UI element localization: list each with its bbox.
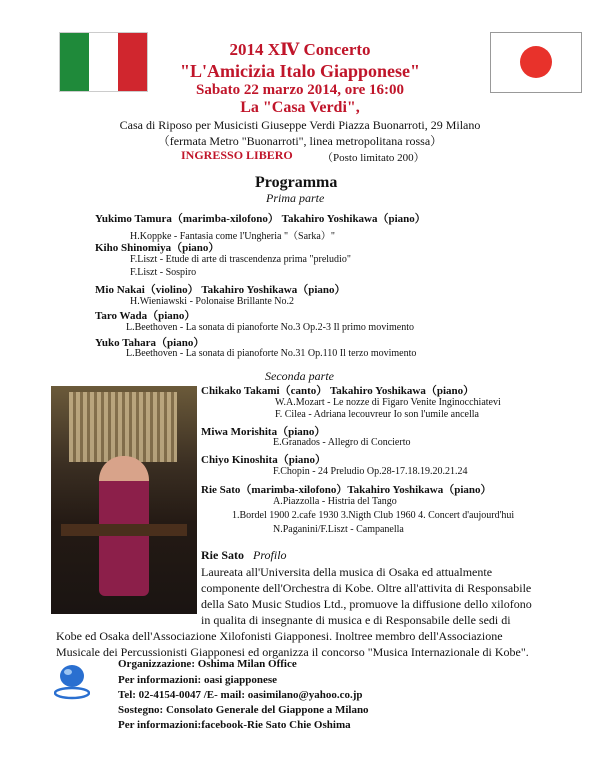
venue-name: La "Casa Verdi",: [240, 99, 360, 116]
piece: H.Wieniawski - Polonaise Brillante No.2: [130, 296, 295, 307]
facebook-line: Per informazioni:facebook-Rie Sato Chie Oshima: [118, 719, 351, 731]
piece: L.Beethoven - La sonata di pianoforte No.31 Op.110 Il terzo movimento: [126, 348, 417, 359]
organizer: Organizzazione: Oshima Milan Office: [118, 658, 297, 670]
venue-metro: （fermata Metro "Buonarroti", linea metropolitana rossa）: [157, 134, 443, 148]
piece: L.Beethoven - La sonata di pianoforte No.3 Op.2-3 Il primo movimento: [126, 322, 414, 333]
concert-title: 2014 XⅣ Concerto: [229, 40, 371, 59]
first-part-label: Prima parte: [266, 191, 325, 205]
performers: Mio Nakai（violino） Takahiro Yoshikawa（piano）: [95, 284, 346, 296]
piece: W.A.Mozart - Le nozze di Figaro Venite Inginocchiatevi: [275, 397, 501, 408]
performer-photo: [51, 386, 197, 614]
concert-subtitle: "L'Amicizia Italo Giapponese": [180, 61, 420, 81]
entry-info: INGRESSO LIBERO: [181, 148, 293, 162]
piece: H.Koppke - Fantasia come l'Ungheria "（Sarka）": [130, 231, 335, 242]
venue-address: Casa di Riposo per Musicisti Giuseppe Verdi Piazza Buonarroti, 29 Milano: [119, 118, 481, 132]
seats-info: （Posto limitato 200）: [322, 152, 425, 164]
piece: F.Liszt - Etude di arte di trascendenza prima "preludio": [130, 254, 351, 265]
organ-pipes: [69, 392, 177, 462]
performers: Yukimo Tamura（marimba-xilofono） Takahiro Yoshikawa（piano）: [95, 213, 426, 225]
piece: E.Granados - Allegro di Concierto: [273, 437, 411, 448]
bio-line: componente dell'Orchestra di Kobe. Oltre all'attivita di Responsabile: [201, 581, 532, 595]
piece: 1.Bordel 1900 2.cafe 1930 3.Nigth Club 1960 4. Concert d'aujourd'hui: [232, 510, 515, 521]
bio-line: Musicale dei Percussionisti Giapponesi ed organizza il concorso "Musica Internazionale di Kobe".: [56, 645, 529, 659]
piece: F.Chopin - 24 Preludio Op.28-17.18.19.20.21.24: [273, 466, 468, 477]
bio-line: Laureata all'Universita della musica di Osaka ed attualmente: [201, 565, 493, 579]
profile-name: Rie Sato: [201, 548, 244, 562]
marimba: [61, 524, 187, 536]
performers: Taro Wada（piano）: [95, 310, 196, 322]
program-heading: Programma: [255, 174, 338, 191]
piece: F.Liszt - Sospiro: [130, 267, 197, 278]
profile-label: Profilo: [253, 548, 287, 562]
performers: Chiyo Kinoshita（piano）: [201, 454, 327, 466]
bio-line: della Sato Music Studios Ltd., promuove la diffusione dello xilofono: [201, 597, 532, 611]
profile-heading: [201, 548, 287, 563]
performers: Rie Sato（marimba-xilofono）Takahiro Yoshikawa（piano）: [201, 484, 492, 496]
performers: Kiho Shinomiya（piano）: [95, 242, 220, 254]
bio-line: in qualita di insegnante di musica e di Responsabile delle sedi di: [201, 613, 511, 627]
piece: F. Cilea - Adriana lecouvreur Io son l'umile ancella: [275, 409, 479, 420]
contact-line: Tel: 02-4154-0047 /E- mail: oasimilano@yahoo.co.jp: [118, 689, 363, 701]
sponsor-line: Sostegno: Consolato Generale del Giappone a Milano: [118, 704, 369, 716]
info-line: Per informazioni: oasi giapponese: [118, 674, 277, 686]
piece: A.Piazzolla - Histria del Tango: [273, 496, 397, 507]
piece: N.Paganini/F.Liszt - Campanella: [273, 524, 404, 535]
concert-date: Sabato 22 marzo 2014, ore 16:00: [195, 82, 405, 98]
performers: Miwa Morishita（piano）: [201, 426, 326, 438]
bio-line: Kobe ed Osaka dell'Associazione Xilofonisti Giapponesi. Inoltree membro dell'Associazione: [56, 629, 503, 643]
performers: Chikako Takami（canto） Takahiro Yoshikawa（piano）: [201, 385, 475, 397]
performers: Yuko Tahara（piano）: [95, 337, 205, 349]
second-part-label: Seconda parte: [265, 369, 334, 383]
oasi-logo-icon: [54, 663, 90, 703]
